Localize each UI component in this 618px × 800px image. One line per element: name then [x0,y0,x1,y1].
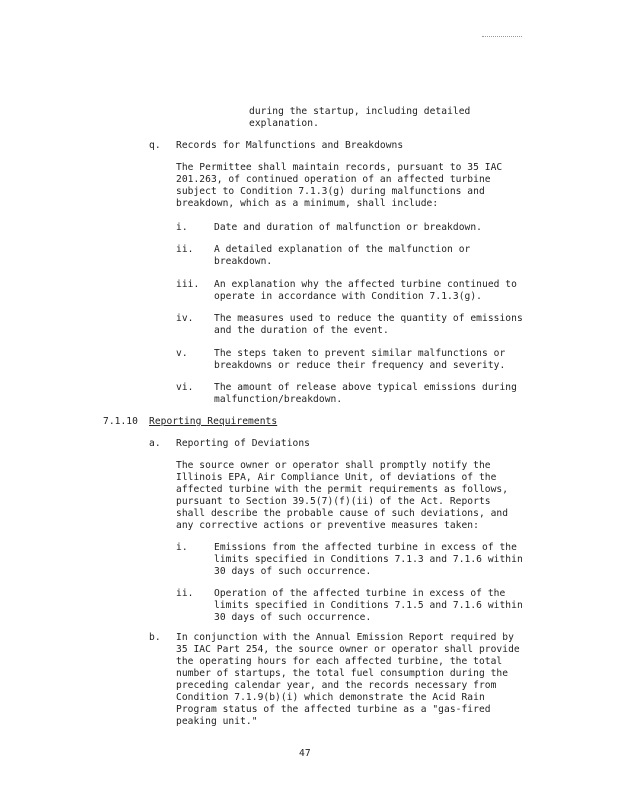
subsection-b-marker: b. [149,632,161,643]
list-item-text: 30 days of such occurrence. [214,612,372,623]
list-item-text: malfunction/breakdown. [214,394,343,405]
list-item-text: 30 days of such occurrence. [214,566,372,577]
section-q-marker: q. [149,140,161,151]
subsection-a-body-line: The source owner or operator shall promptly notify the [176,460,491,471]
subsection-a-body-line: pursuant to Section 39.5(7)(f)(ii) of the Act. Reports [176,496,491,507]
list-item-text: Operation of the affected turbine in excess of the [214,588,506,599]
continuation-line-1: during the startup, including detailed [249,106,471,117]
list-item-text: The steps taken to prevent similar malfunctions or [214,348,506,359]
subsection-a-body-line: shall describe the probable cause of such deviations, and [176,508,509,519]
page-number: 47 [299,748,311,759]
list-item-marker: iv. [176,313,194,324]
section-q-body-line: subject to Condition 7.1.3(g) during malfunctions and [176,186,485,197]
list-item-marker: ii. [176,244,194,255]
list-item-text: A detailed explanation of the malfunction or [214,244,471,255]
section-q-body-line: The Permittee shall maintain records, pursuant to 35 IAC [176,162,503,173]
subsection-b-line: number of startups, the total fuel consumption during the [176,668,509,679]
subsection-a-body-line: Illinois EPA, Air Compliance Unit, of deviations of the [176,472,497,483]
list-item-text: An explanation why the affected turbine continued to [214,279,517,290]
list-item-marker: iii. [176,279,200,290]
subsection-b-line: Program status of the affected turbine as a "gas-fired [176,704,491,715]
section-q-body-line: 201.263, of continued operation of an affected turbine [176,174,491,185]
subsection-b-line: 35 IAC Part 254, the source owner or operator shall provide [176,644,520,655]
subsection-b-line: In conjunction with the Annual Emission Report required by [176,632,514,643]
section-q-body-line: breakdown, which as a minimum, shall include: [176,198,439,209]
list-item-text: operate in accordance with Condition 7.1.3(g). [214,291,482,302]
subsection-a-body-line: affected turbine with the permit requirements as follows, [176,484,509,495]
list-item-text: breakdown. [214,256,273,267]
subsection-b-line: peaking unit." [176,716,258,727]
list-item-text: limits specified in Conditions 7.1.3 and 7.1.6 within [214,554,523,565]
continuation-line-2: explanation. [249,118,319,129]
list-item-marker: v. [176,348,188,359]
subsection-a-marker: a. [149,438,161,449]
list-item-marker: ii. [176,588,194,599]
list-item-marker: i. [176,542,188,553]
list-item-text: The amount of release above typical emissions during [214,382,517,393]
list-item-text: The measures used to reduce the quantity of emissions [214,313,523,324]
section-number: 7.1.10 [103,416,138,427]
section-q-heading: Records for Malfunctions and Breakdowns [176,140,404,151]
subsection-b-line: Condition 7.1.9(b)(i) which demonstrate the Acid Rain [176,692,485,703]
scan-mark [482,36,522,39]
list-item-marker: i. [176,222,188,233]
list-item-text: Emissions from the affected turbine in excess of the [214,542,517,553]
list-item-text: breakdowns or reduce their frequency and severity. [214,360,506,371]
subsection-b-line: preceding calendar year, and the records necessary from [176,680,497,691]
list-item-text: and the duration of the event. [214,325,389,336]
list-item-text: Date and duration of malfunction or breakdown. [214,222,482,233]
list-item-text: limits specified in Conditions 7.1.5 and 7.1.6 within [214,600,523,611]
subsection-a-heading: Reporting of Deviations [176,438,310,449]
subsection-a-body-line: any corrective actions or preventive measures taken: [176,520,479,531]
section-heading: Reporting Requirements [149,416,278,427]
list-item-marker: vi. [176,382,194,393]
subsection-b-line: the operating hours for each affected turbine, the total [176,656,503,667]
